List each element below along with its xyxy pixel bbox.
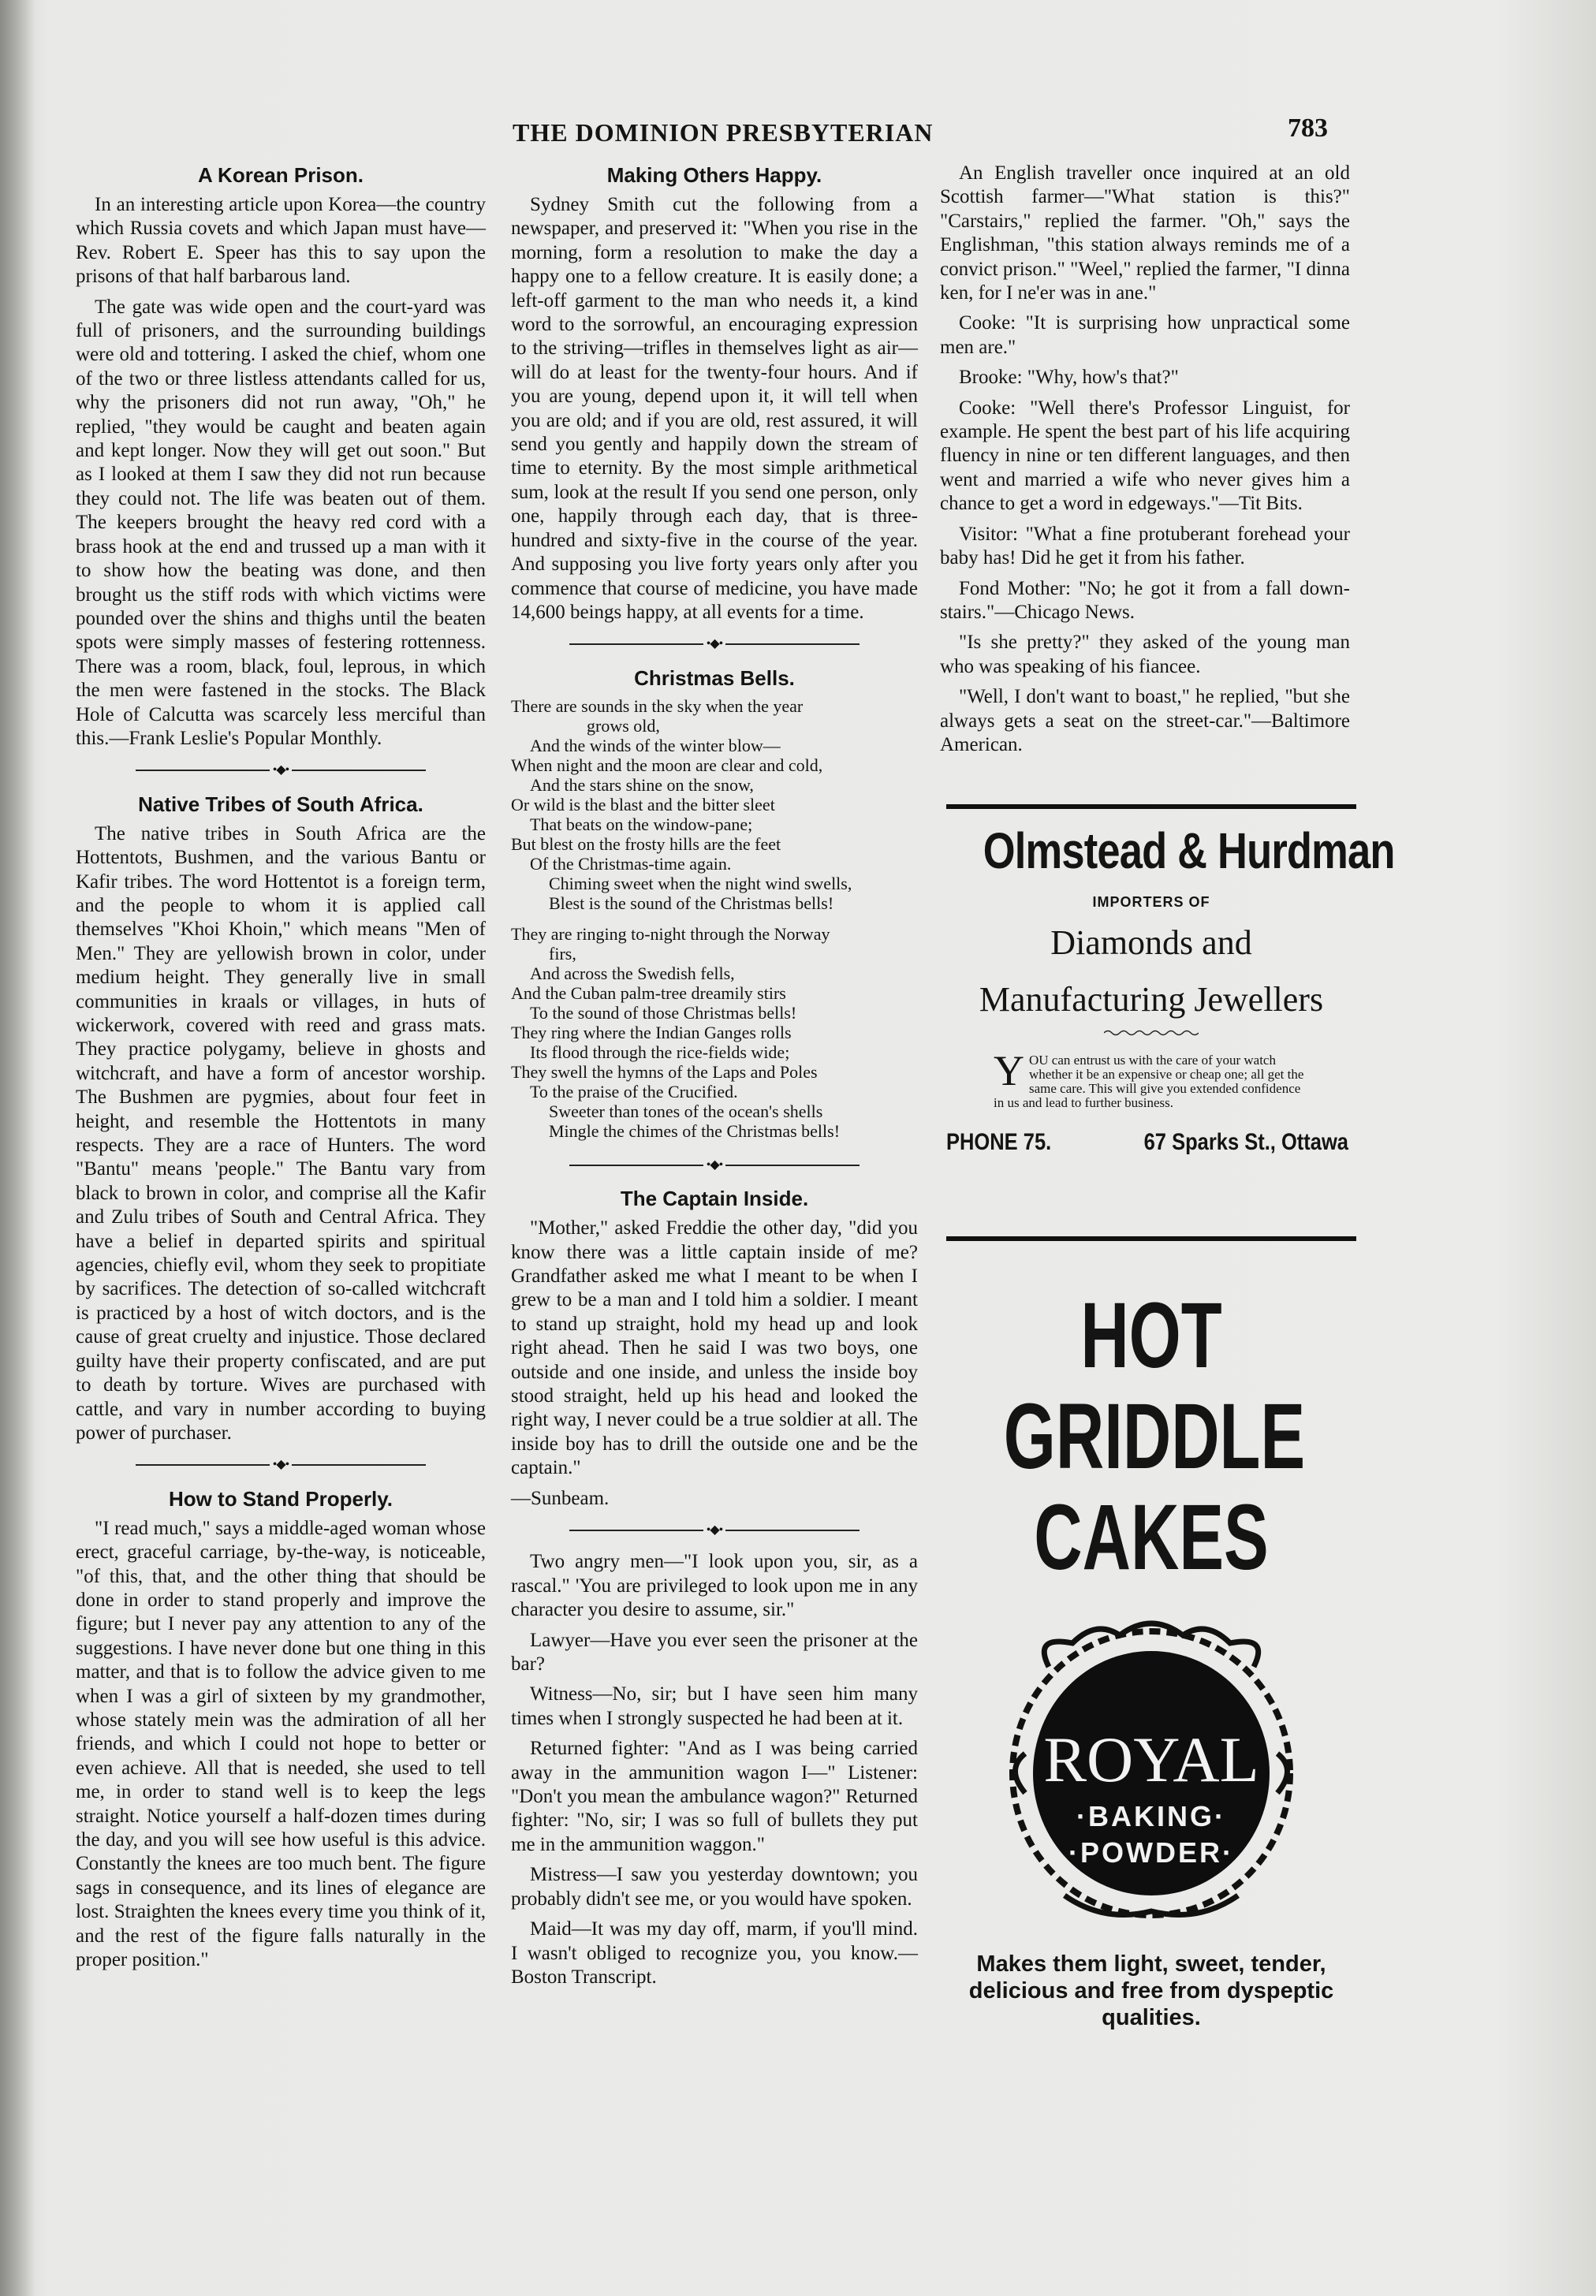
article-paragraph: The gate was wide open and the court-yard was full of prisoners, and the surrounding buildings were old and tottering. I asked the chief, whom one of the two or three listless attendants called for us, why the prisoners did not run away, "Oh," he replied, "they would be caught and beaten again and kept longer. Now they will get out soon." But as I looked at them I saw they did not run because they could not. The life was beaten out of them. The keepers brought the heavy red cord with a brass hook at the end and trussed up a man with it to show how the beating was done, and then brought us the stiff rods with which victims were pounded over the shins and thighs until the beaten spots were simply masses of festering rottenness. There was a room, black, foul, leprous, in which the men were fastened in the stocks. The Black Hole of Calcutta was scarcely less merciful than this.—Frank Leslie's Popular Monthly. bbox=[76, 296, 486, 749]
section-ornament: •◆• bbox=[76, 757, 486, 782]
joke-paragraph: An English traveller once inquired at an old Scottish farmer—"What station is this?" "Carstairs," replied the farmer. "Oh," says the Englishman, "this station always reminds me of a convict prison." "Weel," replied the farmer, "I dinna ken, for I ne'er was in ane." bbox=[940, 162, 1350, 304]
poem-line: But blest on the frosty hills are the feet bbox=[511, 833, 781, 854]
ad-headline-griddle: GRIDDLE bbox=[1003, 1385, 1306, 1489]
article-title-making-others-happy: Making Others Happy. bbox=[606, 163, 822, 187]
section-ornament: •◆• bbox=[511, 1152, 918, 1177]
royal-brand-text: ROYAL bbox=[1043, 1724, 1259, 1795]
article-paragraph: "Mother," asked Freddie the other day, "did you know there was a little captain inside of me? Grandfather asked me what I meant to be when I grew to be a man and I told him a soldier. I meant to stand up straight, hold my head up and look right ahead. Then he said I was two boys, one outside and one inside, and unless the inside boy stood straight, held up his head and looked the right way, I never could be a true soldier at all. The inside boy has to drill the outside one and be the captain." bbox=[511, 1217, 918, 1479]
poem-line: And the stars shine on the snow, bbox=[530, 774, 754, 795]
article-title-stand-properly: How to Stand Properly. bbox=[168, 1486, 393, 1511]
joke-paragraph: Mistress—I saw you yesterday downtown; you probably didn't see me, or you would have spoken. bbox=[511, 1864, 918, 1910]
poem-line: To the praise of the Crucified. bbox=[530, 1081, 738, 1101]
ad-headline-hot: HOT bbox=[1080, 1284, 1222, 1388]
ad-body-text: YOU can entrust us with the care of your watch whether it be an expensive or cheap one; all get the same care. This will give you extended confidence in us and lead to further business. bbox=[994, 1047, 1304, 1110]
poem-line: And the Cuban palm-tree dreamily stirs bbox=[511, 982, 786, 1003]
poem-line: They ring where the Indian Ganges rolls bbox=[511, 1022, 792, 1042]
joke-paragraph: Cooke: "Well there's Professor Linguist, for example. He spent the best part of his life acquiring fluency in nine or ten different languages, and then went and married a wife who never gives him a chance to get a word in edgeways."—Tit Bits. bbox=[940, 397, 1350, 515]
ad-company-name: Olmstead & Hurdman bbox=[983, 822, 1395, 879]
poem-line: When night and the moon are clear and cold, bbox=[511, 755, 823, 775]
section-ornament: •◆• bbox=[511, 1517, 918, 1542]
article-paragraph: Sydney Smith cut the following from a newspaper, and preserved it: "When you rise in the morning, form a resolution to make the day a happy one to a fellow creature. It is easily done; a left-off garment to the man who needs it, a kind word to the sorrowful, an encouraging expression to the striving—trifles in themselves light as air—will do at least for the twenty-four hours. And if you are young, depend upon it, it will tell when you are old; and if you are old, rest assured, it will send you gently and happily down the stream of time to eternity. By the most simple arithmetical sum, look at the result If you send one person, only one, happily through each day, that is three-hundred and sixty-five in the course of the year. And supposing you live forty years only after you commence that course of medicine, you have made 14,600 beings happy, at all events for a time. bbox=[511, 194, 918, 623]
column-3 bbox=[940, 162, 1350, 763]
joke-paragraph: Witness—No, sir; but I have seen him many times when I strongly suspected he had been at it. bbox=[511, 1683, 918, 1729]
squiggle-ornament-icon bbox=[1104, 1029, 1199, 1037]
ad-address: 67 Sparks St., Ottawa bbox=[1143, 1129, 1348, 1155]
joke-paragraph: Cooke: "It is surprising how unpractical some men are." bbox=[940, 312, 1350, 358]
poem-line: firs, bbox=[549, 943, 576, 964]
poem-line: Mingle the chimes of the Christmas bells! bbox=[549, 1120, 841, 1141]
poem-line: Its flood through the rice-fields wide; bbox=[530, 1042, 790, 1062]
article-paragraph: In an interesting article upon Korea—the country which Russia covets and which Japan must have—Rev. Robert E. Speer has this to say upon the prisons of that half barbarous land. bbox=[76, 194, 486, 288]
section-ornament: •◆• bbox=[511, 631, 918, 656]
poem-line: And across the Swedish fells, bbox=[530, 963, 735, 983]
royal-baking-text: ·BAKING· bbox=[1076, 1800, 1226, 1832]
ad-importers-label: IMPORTERS OF bbox=[1092, 894, 1210, 910]
poem-line: Sweeter than tones of the ocean's shells bbox=[549, 1101, 823, 1121]
poem-stanza bbox=[511, 924, 918, 1141]
page-number: 783 bbox=[1288, 114, 1328, 143]
article-title-native-tribes: Native Tribes of South Africa. bbox=[138, 792, 423, 816]
article-source: —Sunbeam. bbox=[511, 1487, 610, 1509]
article-paragraph: "I read much," says a middle-aged woman whose erect, graceful carriage, by-the-way, is noticeable, "of this, that, and the other thing that should be done in order to stand properly and improve the figure; but I never pay any attention to any of the suggestions. I have never done but one thing in this matter, and that is to follow the advice given to me when I was a girl of sixteen by my grandmother, whose stately mein was the admiration of all her friends, and which I could not hope to better or even achieve. All that is needed, she used to tell me, in order to stand well is to keep the legs straight. Notice yourself a half-dozen times during the day, and you will see how useful is this advice. Constantly the knees are too much bent. The figure sags in consequence, and its lines of elegance are lost. Straighten the knees every time you think of it, and the rest of the figure falls naturally in the proper position." bbox=[76, 1517, 486, 1971]
jeweller-advertisement bbox=[946, 804, 1395, 1178]
column-1 bbox=[76, 162, 486, 1978]
poem-title-christmas-bells: Christmas Bells. bbox=[634, 665, 795, 690]
royal-badge bbox=[1001, 1612, 1301, 1927]
poem-line: Of the Christmas-time again. bbox=[530, 853, 732, 874]
joke-paragraph: "Well, I don't want to boast," he replied, "but she always gets a seat on the street-car."—Baltimore American. bbox=[940, 686, 1350, 755]
joke-paragraph: Two angry men—"I look upon you, sir, as a rascal." 'You are privileged to look upon me in any character you desire to assume, sir." bbox=[511, 1551, 918, 1621]
article-title-captain-inside: The Captain Inside. bbox=[620, 1187, 809, 1211]
royal-badge-icon bbox=[1001, 1612, 1301, 1927]
poem-line: There are sounds in the sky when the year bbox=[511, 695, 804, 716]
ad-dropcap: Y bbox=[994, 1047, 1024, 1094]
ad-headline-cakes: CAKES bbox=[1034, 1485, 1269, 1590]
poem-stanza bbox=[511, 696, 918, 913]
royal-powder-text: ·POWDER· bbox=[1068, 1836, 1234, 1869]
poem-line: They are ringing to-night through the Norway bbox=[511, 923, 830, 944]
joke-paragraph: Brooke: "Why, how's that?" bbox=[959, 367, 1179, 389]
article-paragraph: The native tribes in South Africa are the Hottentots, Bushmen, and the various Bantu or Kafir tribes. The word Hottentot is a foreign term, and the people to whom it is applied call themselves "Khoi Khoin," which means "Men of Men." They are yellowish brown in color, under medium height. They generally live in small communities in kraals or villages, in huts of wickerwork, covered with reed and grass mats. They practice polygamy, believe in ghosts and witchcraft, and have a form of ancestor worship. The Bushmen are pygmies, about four feet in height, and resemble the Hottentots in many respects. They are a race of Hunters. The word "Bantu" means 'people." The Bantu vary from black to brown in color, and comprise all the Kafir and Zulu tribes of South and Central Africa. They have a belief in departed spirits and spiritual agencies, chiefly evil, whom they seek to propitiate by sacrifices. The detection of so-called witchcraft is practiced by a host of witch doctors, and is the cause of great cruelty and injustice. Those declared guilty have their property confiscated, and are put to death by torture. Wives are purchased with cattle, and vary in number according to buying power of purchaser. bbox=[76, 822, 486, 1444]
ad-line-jewellers: Manufacturing Jewellers bbox=[979, 980, 1324, 1019]
poem-line: That beats on the window-pane; bbox=[530, 814, 753, 834]
poem-line: And the winds of the winter blow— bbox=[530, 735, 781, 755]
article-title-korean-prison: A Korean Prison. bbox=[198, 163, 364, 187]
section-ornament: •◆• bbox=[76, 1452, 486, 1477]
poem-line: Chiming sweet when the night wind swells, bbox=[549, 873, 852, 893]
ad-line-diamonds: Diamonds and bbox=[1050, 923, 1252, 962]
joke-paragraph: Returned fighter: "And as I was being carried away in the ammunition wagon I—" Listener: "Don't you mean the ambulance wagon?" Returned fighter: "No, sir; I was so full of bullets they put me in the ammunition waggon." bbox=[511, 1738, 918, 1855]
column-2 bbox=[511, 162, 918, 1996]
binding-shadow bbox=[0, 0, 35, 2296]
joke-paragraph: "Is she pretty?" they asked of the young man who was speaking of his fiancee. bbox=[940, 632, 1350, 677]
joke-paragraph: Fond Mother: "No; he got it from a fall down-stairs."—Chicago News. bbox=[940, 577, 1350, 623]
ad-tagline: Makes them light, sweet, tender, delicious and free from dyspeptic qualities. bbox=[968, 1951, 1334, 2030]
poem-line: To the sound of those Christmas bells! bbox=[530, 1002, 797, 1023]
poem-line: They swell the hymns of the Laps and Poles bbox=[511, 1061, 818, 1082]
joke-paragraph: Maid—It was my day off, marm, if you'll mind. I wasn't obliged to recognize you, you know.—Boston Transcript. bbox=[511, 1918, 918, 1988]
poem-line: grows old, bbox=[587, 715, 660, 736]
joke-paragraph: Lawyer—Have you ever seen the prisoner at the bar? bbox=[511, 1629, 918, 1675]
page-header bbox=[0, 114, 1596, 150]
joke-paragraph: Visitor: "What a fine protuberant forehead your baby has! Did he get it from his father. bbox=[940, 523, 1350, 569]
baking-powder-advertisement bbox=[946, 1236, 1356, 2031]
ad-contact-line bbox=[946, 1129, 1355, 1178]
ad-phone: PHONE 75. bbox=[946, 1129, 1052, 1155]
running-head: THE DOMINION PRESBYTERIAN bbox=[513, 118, 934, 147]
poem-line: Or wild is the blast and the bitter sleet bbox=[511, 794, 775, 814]
poem-line: Blest is the sound of the Christmas bells! bbox=[549, 893, 834, 913]
